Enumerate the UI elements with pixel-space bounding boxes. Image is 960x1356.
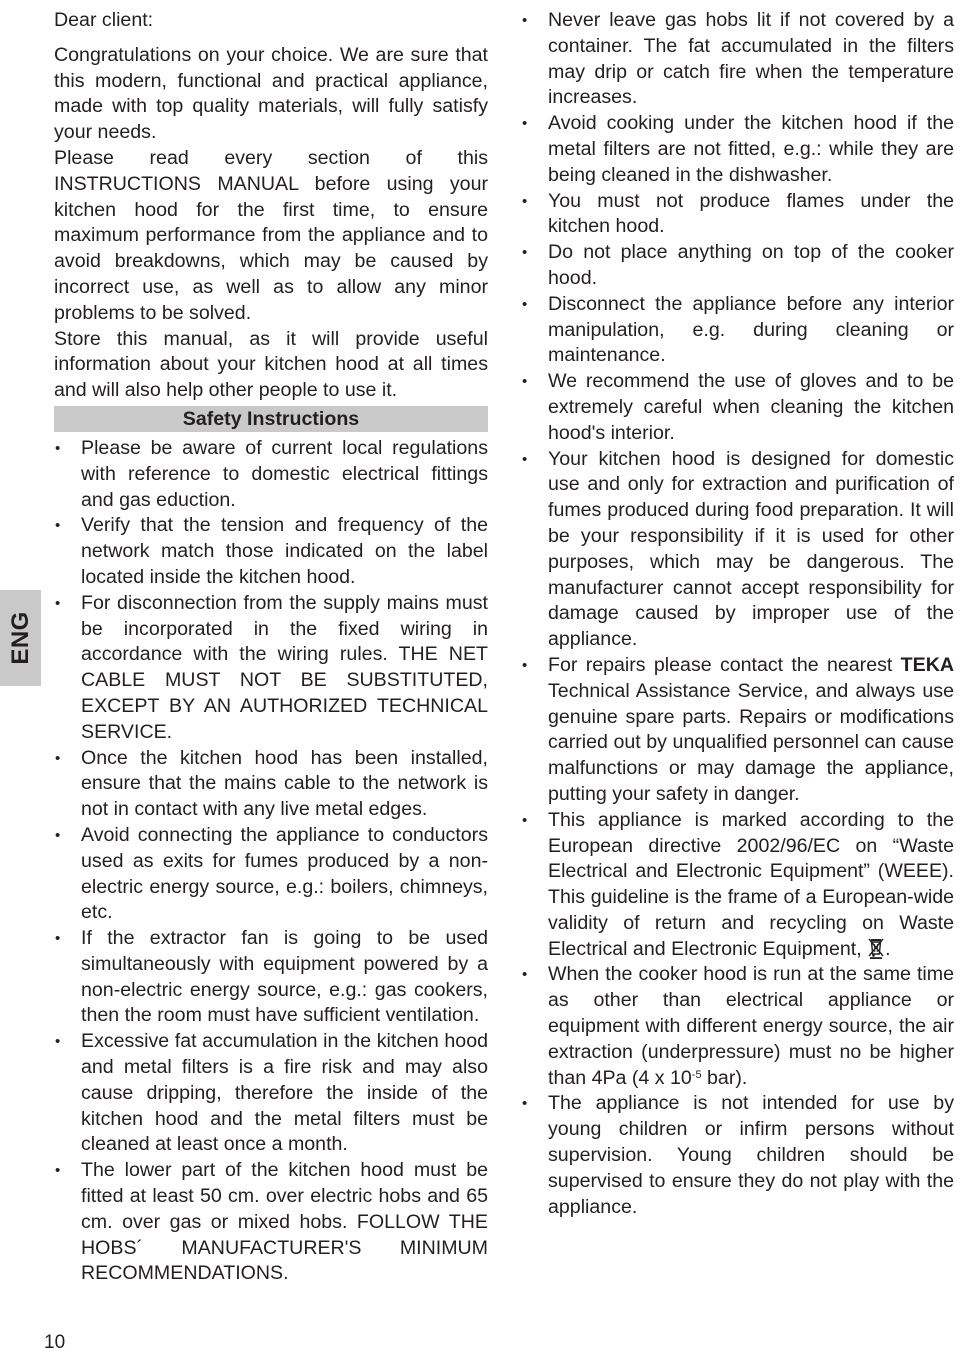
language-tab-label: ENG xyxy=(8,611,34,665)
section-heading: Safety Instructions xyxy=(54,406,488,432)
pressure-text: bar). xyxy=(702,1067,748,1089)
list-item: • Avoid cooking under the kitchen hood if the metal filters are not fitted, e.g.: while they are being cleaned in the dishwasher. xyxy=(521,111,954,188)
list-item: • You must not produce flames under the kitchen hood. xyxy=(521,189,954,241)
brand-name: TEKA xyxy=(901,654,954,676)
repairs-text: Technical Assistance Service, and always use genuine spare parts. Repairs or modifications carried out by unqualified personnel can cause malfunctions or may damage the appliance, putting your safety in danger. xyxy=(548,680,954,805)
repairs-text: For repairs please contact the nearest xyxy=(548,654,901,676)
right-column xyxy=(521,8,954,1220)
intro-paragraph: Congratulations on your choice. We are sure that this modern, functional and practical appliance, made with top quality materials, will fully satisfy your needs. xyxy=(54,43,488,146)
list-item: • Please be aware of current local regulations with reference to domestic electrical fittings and gas eduction. xyxy=(54,436,488,513)
greeting: Dear client: xyxy=(54,8,488,34)
list-item: • Avoid connecting the appliance to conductors used as exits for fumes produced by a non-electric energy source, e.g.: boilers, chimneys, etc. xyxy=(54,823,488,926)
left-column xyxy=(54,8,488,1287)
list-item: • If the extractor fan is going to be used simultaneously with equipment powered by a non-electric energy source, e.g.: gas cookers, then the room must have sufficient ventilation. xyxy=(54,926,488,1029)
list-item: • Never leave gas hobs lit if not covered by a container. The fat accumulated in the filters may drip or catch fire when the temperature increases. xyxy=(521,8,954,111)
list-item-repairs xyxy=(521,653,954,808)
list-item: • Your kitchen hood is designed for domestic use and only for extraction and purification of fumes produced during food preparation. It will be your responsibility if it is used for other purposes, which may be dangerous. The manufacturer cannot accept responsibility for damage caused by improper use of the appliance. xyxy=(521,447,954,653)
list-item: • We recommend the use of gloves and to be extremely careful when cleaning the kitchen hood's interior. xyxy=(521,369,954,446)
exponent: -5 xyxy=(692,1069,702,1081)
list-item: • The lower part of the kitchen hood must be fitted at least 50 cm. over electric hobs and 65 cm. over gas or mixed hobs. FOLLOW THE HOBS´ MANUFACTURER'S MINIMUM RECOMMENDATIONS. xyxy=(54,1158,488,1287)
crossed-out-wheelie-bin-icon xyxy=(867,937,885,959)
weee-text: This appliance is marked according to the European directive 2002/96/EC on “Waste Electrical and Electronic Equipment” (WEEE). This guideline is the frame of a European-wide validity of return and recycling on Waste Electrical and Electronic Equipment, xyxy=(548,809,954,960)
language-tab xyxy=(0,590,41,686)
safety-list-right xyxy=(521,8,954,1220)
list-item: • Excessive fat accumulation in the kitchen hood and metal filters is a fire risk and may also cause dripping, therefore the inside of the kitchen hood and the metal filters must be cleaned at least once a month. xyxy=(54,1029,488,1158)
safety-list-left xyxy=(54,436,488,1287)
list-item-weee xyxy=(521,808,954,963)
list-item: • For disconnection from the supply mains must be incorporated in the fixed wiring in accordance with the wiring rules. THE NET CABLE MUST NOT BE SUBSTITUTED, EXCEPT BY AN AUTHORIZED TECHNICAL SERVICE. xyxy=(54,591,488,746)
intro-paragraph: Please read every section of this INSTRUCTIONS MANUAL before using your kitchen hood for the first time, to ensure maximum performance from the appliance and to avoid breakdowns, which may be caused by incorrect use, as well as to allow any minor problems to be solved. xyxy=(54,146,488,327)
list-item: • Disconnect the appliance before any interior manipulation, e.g. during cleaning or maintenance. xyxy=(521,292,954,369)
list-item: • Once the kitchen hood has been installed, ensure that the mains cable to the network is not in contact with any live metal edges. xyxy=(54,746,488,823)
intro-paragraph: Store this manual, as it will provide useful information about your kitchen hood at all times and will also help other people to use it. xyxy=(54,327,488,404)
page-number: 10 xyxy=(44,1330,65,1356)
list-item: • Verify that the tension and frequency of the network match those indicated on the label located inside the kitchen hood. xyxy=(54,513,488,590)
weee-end: . xyxy=(885,938,890,960)
pressure-text: When the cooker hood is run at the same time as other than electrical appliance or equipment with different energy source, the air extraction (underpressure) must no be higher than 4Pa (4 x 10 xyxy=(548,963,954,1088)
list-item: • Do not place anything on top of the cooker hood. xyxy=(521,240,954,292)
list-item: • The appliance is not intended for use by young children or infirm persons without supervision. Young children should be supervised to ensure they do not play with the appliance. xyxy=(521,1091,954,1220)
list-item-pressure xyxy=(521,962,954,1091)
